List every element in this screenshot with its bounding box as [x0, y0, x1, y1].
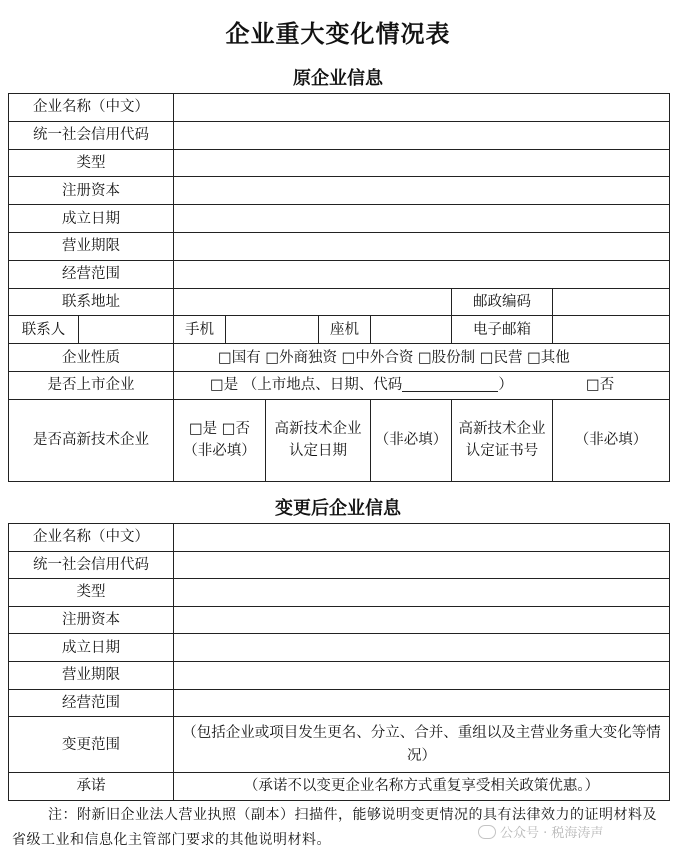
page-title: 企业重大变化情况表 — [225, 20, 451, 48]
mobile-field[interactable] — [226, 316, 319, 344]
label-mobile: 手机 — [174, 316, 226, 344]
label-type: 类型 — [9, 149, 174, 177]
label-email: 电子邮箱 — [452, 316, 553, 344]
label-new-term: 营业期限 — [9, 661, 174, 689]
credit-code-field[interactable] — [174, 121, 670, 149]
email-field[interactable] — [553, 316, 670, 344]
new-company-name-field[interactable] — [174, 524, 670, 552]
label-listed: 是否上市企业 — [9, 371, 174, 399]
new-type-field[interactable] — [174, 579, 670, 607]
label-credit-code: 统一社会信用代码 — [9, 121, 174, 149]
label-address: 联系地址 — [9, 288, 174, 316]
section-changed-heading: 变更后企业信息 — [275, 498, 401, 519]
listed-code-blank[interactable] — [402, 377, 498, 392]
label-contact: 联系人 — [9, 316, 79, 344]
type-field[interactable] — [174, 149, 670, 177]
label-cert-number: 高新技术企业认定证书号 — [452, 399, 553, 481]
capital-field[interactable] — [174, 177, 670, 205]
founded-field[interactable] — [174, 205, 670, 233]
label-promise: 承诺 — [9, 773, 174, 801]
term-field[interactable] — [174, 232, 670, 260]
label-founded: 成立日期 — [9, 205, 174, 233]
new-term-field[interactable] — [174, 661, 670, 689]
nature-option-other[interactable]: □其他 — [527, 349, 570, 366]
label-new-company-name: 企业名称（中文） — [9, 524, 174, 552]
label-landline: 座机 — [319, 316, 371, 344]
change-scope-field[interactable]: （包括企业或项目发生更名、分立、合并、重组以及主营业务重大变化等情况） — [174, 717, 670, 773]
label-company-name: 企业名称（中文） — [9, 94, 174, 122]
wechat-icon — [478, 825, 496, 839]
hightech-options[interactable]: □是 □否（非必填） — [174, 399, 266, 481]
new-credit-code-field[interactable] — [174, 551, 670, 579]
nature-option-shareholding[interactable]: □股份制 — [417, 349, 476, 366]
watermark-text: 公众号 · 税海涛声 — [500, 826, 604, 841]
nature-option-state[interactable]: □国有 — [218, 349, 261, 366]
cert-date-field[interactable]: （非必填） — [371, 399, 452, 481]
listed-yes-option[interactable]: □是 （上市地点、日期、代码 — [210, 377, 403, 394]
original-info-table — [8, 93, 670, 482]
changed-info-table — [8, 523, 670, 801]
nature-option-foreign[interactable]: □外商独资 — [265, 349, 338, 366]
label-hightech: 是否高新技术企业 — [9, 399, 174, 481]
contact-field[interactable] — [79, 316, 174, 344]
label-cert-date: 高新技术企业认定日期 — [266, 399, 371, 481]
watermark — [478, 822, 603, 841]
nature-option-private[interactable]: □民营 — [479, 349, 523, 366]
scope-field[interactable] — [174, 260, 670, 288]
listed-options — [174, 371, 670, 399]
nature-options — [174, 344, 670, 372]
label-scope: 经营范围 — [9, 260, 174, 288]
cert-number-field[interactable]: （非必填） — [553, 399, 670, 481]
footnote: 注：附新旧企业法人营业执照（副本）扫描件，能够说明变更情况的具有法律效力的证明材料及省级工业和信息化主管部门要求的其他说明材料。 — [12, 807, 657, 848]
company-name-field[interactable] — [174, 94, 670, 122]
label-nature: 企业性质 — [9, 344, 174, 372]
label-term: 营业期限 — [9, 232, 174, 260]
listed-close-paren: ） — [498, 377, 513, 394]
nature-option-joint[interactable]: □中外合资 — [341, 349, 414, 366]
new-scope-field[interactable] — [174, 689, 670, 717]
new-founded-field[interactable] — [174, 634, 670, 662]
label-new-credit-code: 统一社会信用代码 — [9, 551, 174, 579]
new-capital-field[interactable] — [174, 606, 670, 634]
landline-field[interactable] — [371, 316, 452, 344]
label-new-type: 类型 — [9, 579, 174, 607]
label-postal: 邮政编码 — [452, 288, 553, 316]
label-new-capital: 注册资本 — [9, 606, 174, 634]
section-original-heading: 原企业信息 — [293, 68, 383, 89]
label-change-scope: 变更范围 — [9, 717, 174, 773]
promise-field[interactable]: （承诺不以变更企业名称方式重复享受相关政策优惠。） — [174, 773, 670, 801]
label-new-founded: 成立日期 — [9, 634, 174, 662]
label-capital: 注册资本 — [9, 177, 174, 205]
label-new-scope: 经营范围 — [9, 689, 174, 717]
listed-no-option[interactable]: □否 — [586, 377, 615, 394]
postal-field[interactable] — [553, 288, 670, 316]
address-field[interactable] — [174, 288, 452, 316]
